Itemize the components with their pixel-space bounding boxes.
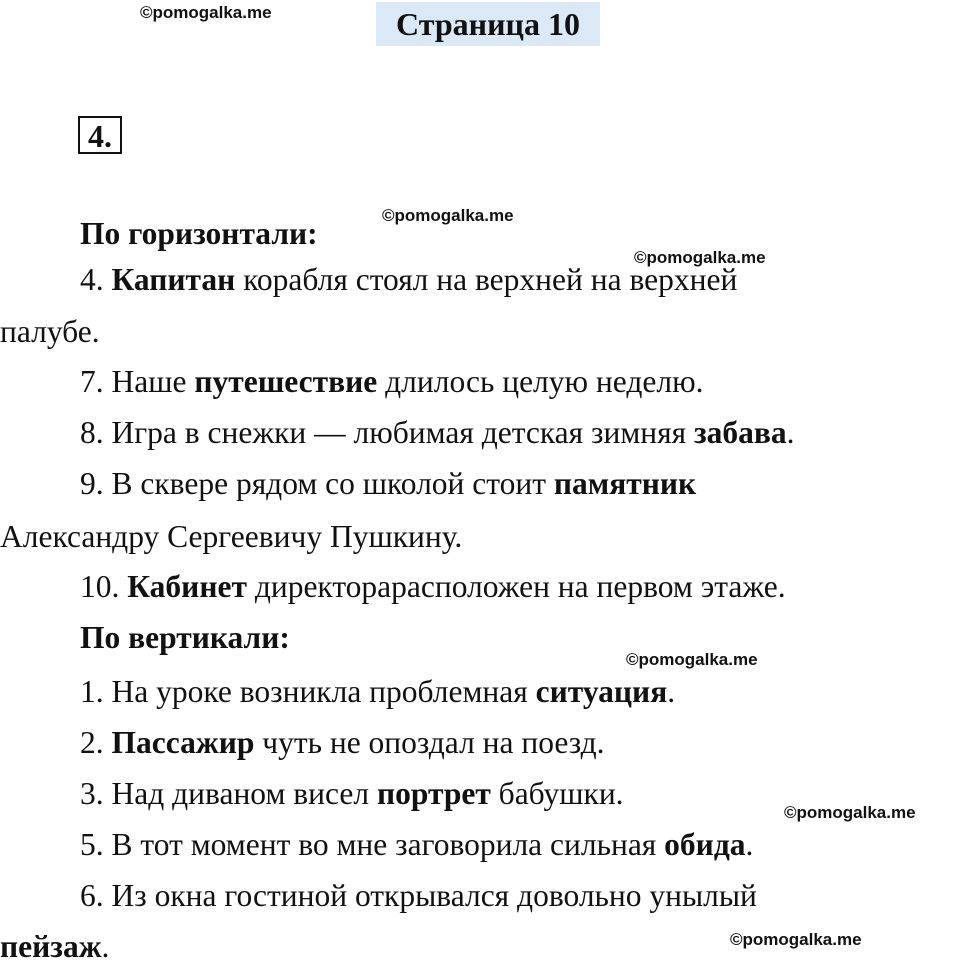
item-text: . bbox=[745, 827, 754, 862]
answer-word: Пассажир bbox=[111, 725, 255, 760]
list-item bbox=[80, 567, 786, 607]
list-item bbox=[80, 260, 737, 300]
item-text: 10. bbox=[80, 569, 128, 604]
section-heading-vertical: По вертикали: bbox=[80, 620, 290, 655]
page-title: Страница 10 bbox=[376, 2, 600, 46]
item-text: 6. Из окна гостиной открывался довольно унылый bbox=[80, 878, 757, 913]
item-text: чуть не опоздал на поезд. bbox=[254, 725, 605, 760]
answer-word: Кабинет bbox=[127, 569, 247, 604]
item-text: корабля стоял на верхней на верхней bbox=[235, 262, 738, 297]
watermark: ©pomogalka.me bbox=[634, 248, 766, 267]
item-text: 8. Игра в снежки — любимая детская зимняя bbox=[80, 415, 694, 450]
item-text: бабушки. bbox=[490, 776, 624, 811]
list-item bbox=[80, 672, 675, 712]
list-item bbox=[80, 362, 704, 402]
list-item-continuation: Александру Сергеевичу Пушкину. bbox=[0, 519, 463, 554]
item-text: . bbox=[101, 929, 110, 964]
watermark: ©pomogalka.me bbox=[730, 930, 862, 949]
answer-word: путешествие bbox=[194, 364, 378, 399]
answer-word: обида bbox=[664, 827, 746, 862]
answer-word: портрет bbox=[376, 776, 491, 811]
list-item bbox=[80, 774, 624, 814]
item-text: 4. bbox=[80, 262, 112, 297]
watermark: ©pomogalka.me bbox=[626, 650, 758, 669]
watermark: ©pomogalka.me bbox=[784, 803, 916, 822]
item-text: 7. Наше bbox=[80, 364, 195, 399]
item-text: 3. Над диваном висел bbox=[80, 776, 377, 811]
list-item bbox=[80, 825, 753, 865]
answer-word: пейзаж bbox=[0, 929, 102, 964]
list-item bbox=[80, 464, 696, 504]
item-text: 9. В сквере рядом со школой стоит bbox=[80, 466, 554, 501]
answer-word: Капитан bbox=[111, 262, 236, 297]
list-item-continuation bbox=[0, 927, 109, 967]
watermark: ©pomogalka.me bbox=[382, 206, 514, 225]
item-text: директорарасположен на первом этаже. bbox=[246, 569, 786, 604]
list-item-continuation: палубе. bbox=[0, 314, 100, 349]
item-text: . bbox=[667, 674, 676, 709]
item-text: длилось целую неделю. bbox=[377, 364, 704, 399]
list-item bbox=[80, 876, 757, 916]
item-text: 1. На уроке возникла проблемная bbox=[80, 674, 536, 709]
watermark: ©pomogalka.me bbox=[140, 3, 272, 22]
task-number: 4. bbox=[78, 116, 122, 154]
item-text: 5. В тот момент во мне заговорила сильная bbox=[80, 827, 665, 862]
item-text: . bbox=[786, 415, 795, 450]
item-text: 2. bbox=[80, 725, 112, 760]
section-heading-horizontal: По горизонтали: bbox=[80, 216, 318, 251]
answer-word: забава bbox=[693, 415, 787, 450]
answer-word: ситуация bbox=[535, 674, 668, 709]
list-item bbox=[80, 723, 605, 763]
answer-word: памятник bbox=[553, 466, 697, 501]
list-item bbox=[80, 413, 795, 453]
